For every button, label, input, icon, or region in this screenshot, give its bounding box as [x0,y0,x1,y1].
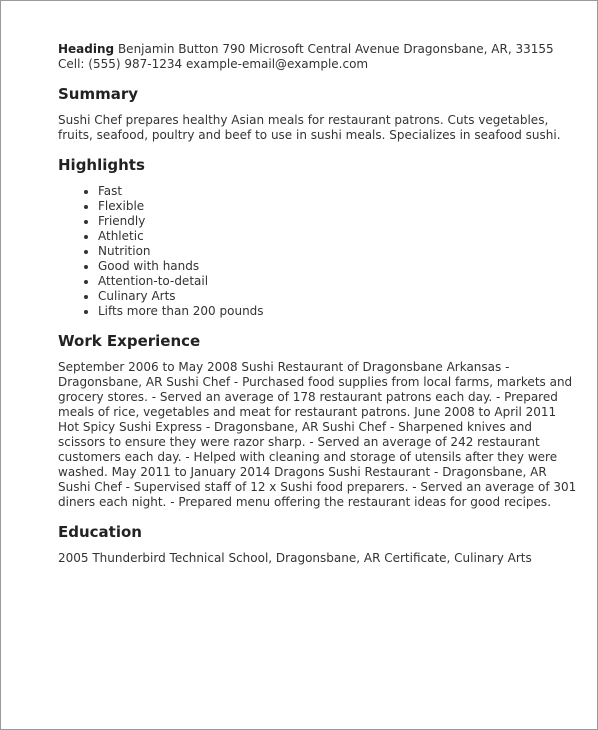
highlight-item: • Friendly [98,214,578,229]
highlight-item: • Nutrition [98,244,578,259]
highlight-item: • Athletic [98,229,578,244]
work-experience-title: Work Experience [58,332,201,350]
highlight-item: • Attention-to-detail [98,274,578,289]
contact-heading [58,42,578,72]
education-text: 2005 Thunderbird Technical School, Dragonsbane, AR Certificate, Culinary Arts [58,551,532,565]
heading-label: Heading [58,42,115,56]
highlights-list [58,184,578,319]
resume-content [58,42,578,566]
highlight-item: • Culinary Arts [98,289,578,304]
contact-info: Benjamin Button 790 Microsoft Central Avenue Dragonsbane, AR, 33155 Cell: (555) 987-1234 example-email@example.com [58,42,554,71]
highlight-item: • Lifts more than 200 pounds [98,304,578,319]
work-experience-text: September 2006 to May 2008 Sushi Restaurant of Dragonsbane Arkansas - Dragonsbane, AR Sushi Chef - Purchased food supplies from local farms, markets and grocery stores. - Served an average of 178 restaurant patrons each day. - Prepared meals of rice, vegetables and meat for restaurant patrons. June 2008 to April 2011 Hot Spicy Sushi Express - Dragonsbane, AR Sushi Chef - Sharpened knives and scissors to ensure they were razor sharp. - Served an average of 242 restaurant customers each day. - Helped with cleaning and storage of utensils after they were washed. May 2011 to January 2014 Dragons Sushi Restaurant - Dragonsbane, AR Sushi Chef - Supervised staff of 12 x Sushi food preparers. - Served an average of 301 diners each night. - Prepared menu offering the restaurant ideas for good recipes. [58,360,577,509]
highlight-item: • Flexible [98,199,578,214]
highlights-title: Highlights [58,156,145,174]
summary-text: Sushi Chef prepares healthy Asian meals for restaurant patrons. Cuts vegetables, fruits, seafood, poultry and beef to use in sushi meals. Specializes in seafood sushi. [58,113,561,142]
highlight-item: • Fast [98,184,578,199]
summary-title: Summary [58,85,139,103]
highlight-item: • Good with hands [98,259,578,274]
education-title: Education [58,523,142,541]
